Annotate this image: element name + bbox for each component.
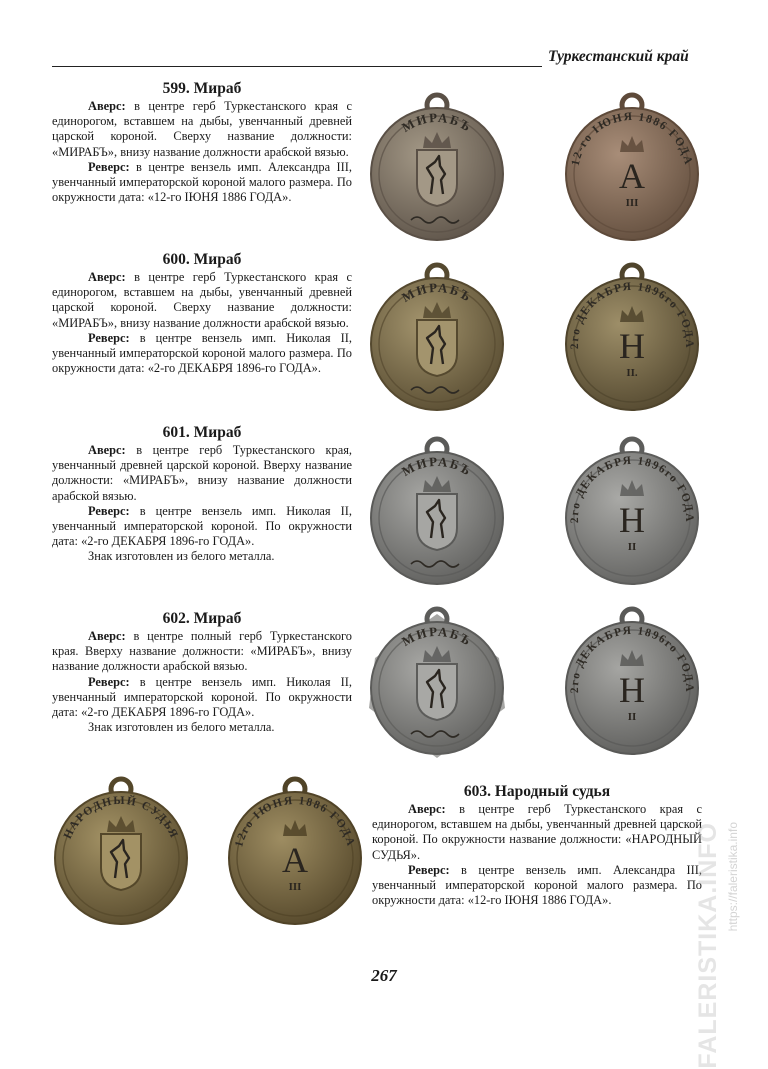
entry-avers — [52, 629, 352, 675]
avers-text: в центре герб Туркестанского края, увенчанный древней царской короной. Вверху название должности: «МИРАБЪ», внизу название должности арабской вязью. — [52, 443, 352, 503]
revers-text: в центре вензель имп. Николая II, увенчанный императорской короной. По окружности дата: «2-го ДЕКАБРЯ 1896-го ГОДА». — [52, 503, 352, 549]
revers-text: в центре вензель имп. Николая II, увенчанный императорской короной. По окружности дата: «2-го ДЕКАБРЯ 1896-го ГОДА». — [52, 674, 352, 720]
watermark — [676, 822, 746, 1069]
entry-avers — [52, 270, 352, 331]
avers-label: Аверс: — [408, 802, 446, 816]
avers-label: Аверс: — [88, 629, 126, 643]
medal-image — [50, 762, 192, 930]
medal-599-reverse — [561, 78, 703, 246]
imperial-cipher: A — [619, 156, 645, 196]
medal-image — [561, 422, 703, 590]
catalog-entry-602 — [52, 610, 352, 735]
catalog-entry-599 — [52, 80, 352, 205]
avers-text: в центре герб Туркестанского края с единорогом, вставшем на дыбы, увенчанный древней царской короной. По окружности название должности: «НАРОДНЫЙ СУДЬЯ». — [372, 802, 702, 862]
avers-label: Аверс: — [88, 443, 126, 457]
medal-603-reverse — [224, 762, 366, 930]
avers-text: в центре герб Туркестанского края с единорогом, вставшем на дыбы, увенчанный древней царской короной. Сверху название должности: «МИРАБЪ», внизу название должности арабской вязью. — [52, 270, 352, 330]
medal-602-obverse — [366, 592, 508, 760]
avers-label: Аверс: — [88, 270, 126, 284]
medal-legend: МИРАБЪ — [399, 453, 476, 480]
revers-label: Реверс: — [88, 159, 130, 174]
page-number: 267 — [371, 966, 397, 985]
medal-image — [561, 248, 703, 416]
medal-image — [561, 78, 703, 246]
entry-avers — [52, 443, 352, 504]
medal-601-reverse — [561, 422, 703, 590]
medal-602-reverse — [561, 592, 703, 760]
revers-label: Реверс: — [88, 330, 130, 345]
medal-600-reverse — [561, 248, 703, 416]
cipher-numeral: III — [288, 881, 302, 893]
catalog-entry-600 — [52, 251, 352, 376]
imperial-cipher: A — [282, 840, 308, 880]
medal-arc-inscription: 12го ІЮНЯ 1886 ГОДА — [233, 794, 357, 849]
cipher-numeral: II — [627, 541, 637, 553]
medal-arc-inscription: 2го ДЕКАБРЯ 1896го ГОДА — [568, 624, 696, 694]
imperial-cipher: Н — [619, 326, 645, 366]
imperial-cipher: Н — [619, 500, 645, 540]
entry-title: 603. Народный судья — [463, 783, 611, 800]
avers-text: в центре полный герб Туркестанского края. Вверху название должности: «МИРАБЪ», внизу название должности арабской вязью. — [52, 629, 352, 674]
entry-revers — [372, 863, 702, 909]
cipher-numeral: II. — [626, 367, 638, 379]
entry-note: Знак изготовлен из белого металла. — [88, 549, 275, 564]
medal-arc-inscription: НАРОДНЫЙ СУДЬЯ — [61, 794, 181, 841]
cipher-numeral: III — [625, 197, 639, 209]
header-rule — [52, 66, 542, 67]
medal-image — [224, 762, 366, 930]
medal-image — [366, 78, 508, 246]
revers-text: в центре вензель имп. Александра III, увенчанный императорской короной малого размера. По окружности дата: «12-го ІЮНЯ 1886 ГОДА». — [52, 159, 352, 205]
medal-600-obverse — [366, 248, 508, 416]
medal-603-obverse — [50, 762, 192, 930]
catalog-entry-603 — [372, 783, 702, 908]
watermark-url: https://faleristika.info — [726, 822, 740, 932]
entry-revers — [52, 504, 352, 550]
medal-image — [561, 592, 703, 760]
medal-image — [366, 422, 508, 590]
medal-image — [366, 248, 508, 416]
avers-label: Аверс: — [88, 99, 126, 113]
medal-arc-inscription: 2го ДЕКАБРЯ 1896го ГОДА — [568, 280, 696, 350]
entry-title: 601. Мираб — [162, 424, 242, 441]
cipher-numeral: II — [627, 711, 637, 723]
revers-label: Реверс: — [88, 674, 130, 689]
medal-legend: МИРАБЪ — [399, 109, 476, 136]
entry-revers — [52, 675, 352, 721]
section-title: Туркестанский край — [548, 48, 689, 65]
medal-legend: МИРАБЪ — [399, 279, 476, 306]
entry-title: 599. Мираб — [162, 80, 242, 97]
revers-text: в центре вензель имп. Николая II, увенчанный императорской короной малого размера. По окружности дата: «2-го ДЕКАБРЯ 1896-го ГОДА». — [52, 330, 352, 376]
avers-text: в центре герб Туркестанского края с единорогом, вставшем на дыбы, увенчанный древней царской короной. Сверху название должности: «МИРАБЪ», внизу название должности арабской вязью. — [52, 99, 352, 159]
revers-label: Реверс: — [408, 862, 450, 877]
medal-599-obverse — [366, 78, 508, 246]
catalog-entry-601 — [52, 424, 352, 565]
entry-revers — [52, 160, 352, 206]
entry-title: 602. Мираб — [162, 610, 242, 627]
medal-legend: МИРАБЪ — [399, 623, 476, 650]
entry-avers — [372, 802, 702, 863]
revers-text: в центре вензель имп. Александра III, увенчанный императорской короной малого размера. По окружности дата: «12-го ІЮНЯ 1886 ГОДА». — [372, 862, 702, 908]
watermark-brand: FALERISTIKA.INFO — [694, 822, 722, 1069]
entry-avers — [52, 99, 352, 160]
entry-revers — [52, 331, 352, 377]
medal-image — [366, 592, 508, 760]
medal-arc-inscription: 2го ДЕКАБРЯ 1896го ГОДА — [568, 454, 696, 524]
entry-title: 600. Мираб — [162, 251, 242, 268]
imperial-cipher: Н — [619, 670, 645, 710]
medal-601-obverse — [366, 422, 508, 590]
entry-note: Знак изготовлен из белого металла. — [88, 720, 275, 735]
revers-label: Реверс: — [88, 503, 130, 518]
medal-arc-inscription: 12-го ІЮНЯ 1886 ГОДА — [569, 110, 695, 167]
